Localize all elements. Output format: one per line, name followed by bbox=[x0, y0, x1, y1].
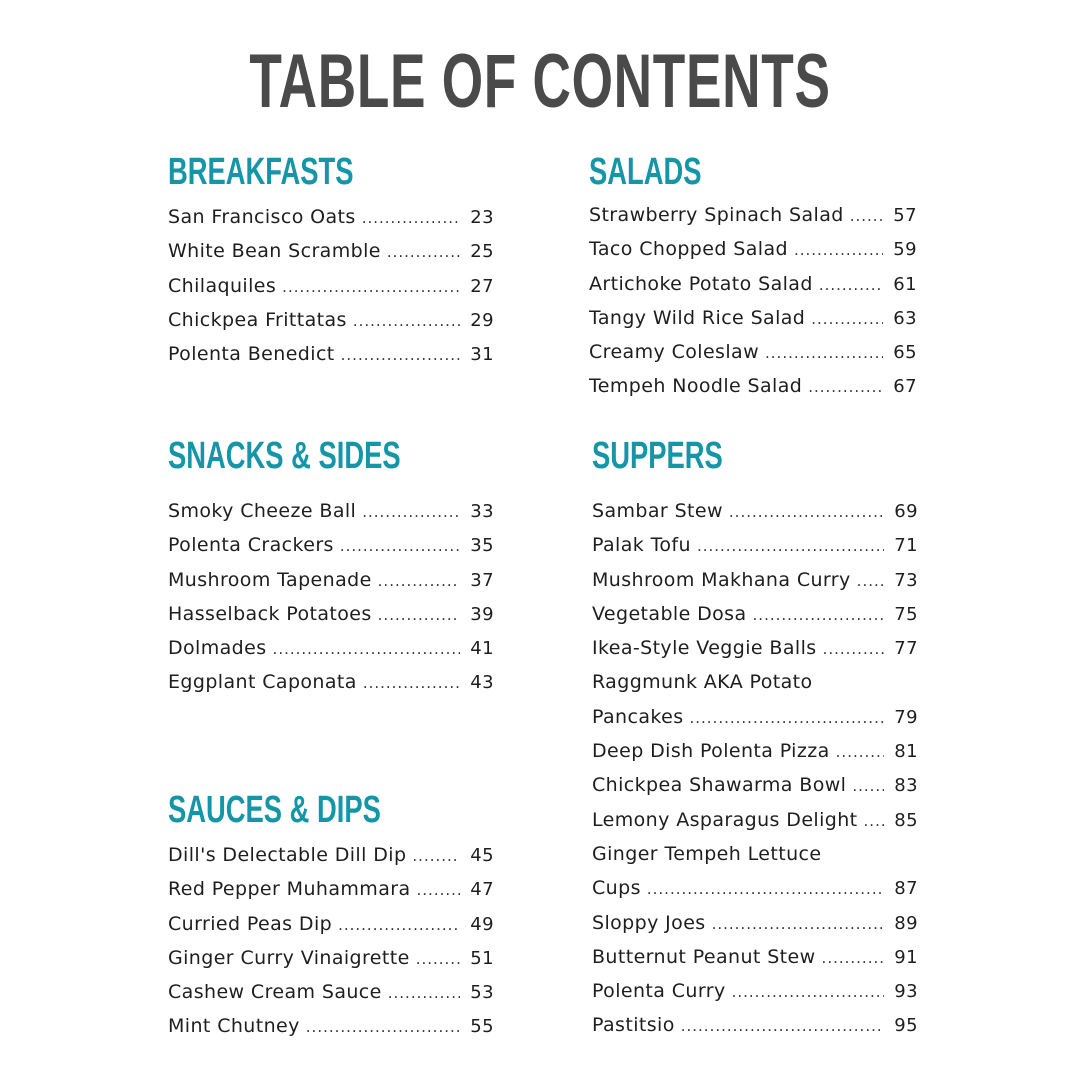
entry-title: Eggplant Caponata bbox=[168, 671, 357, 694]
entry-list bbox=[168, 494, 494, 700]
dot-leader bbox=[712, 907, 884, 940]
dot-leader bbox=[362, 495, 460, 528]
entry-list bbox=[168, 838, 494, 1044]
entry-page: 29 bbox=[470, 309, 494, 331]
dot-leader bbox=[808, 370, 883, 403]
dot-leader bbox=[836, 735, 884, 768]
entry-page: 35 bbox=[470, 535, 494, 557]
entry-title: Mint Chutney bbox=[168, 1015, 300, 1038]
toc-entry[interactable] bbox=[592, 528, 918, 562]
entry-page: 59 bbox=[893, 239, 917, 261]
entry-title: Vegetable Dosa bbox=[592, 602, 747, 625]
entry-title: Sambar Stew bbox=[592, 500, 723, 522]
dot-leader bbox=[729, 495, 884, 528]
toc-entry[interactable] bbox=[589, 335, 917, 369]
entry-page: 49 bbox=[470, 913, 494, 935]
section-suppers bbox=[592, 436, 918, 1046]
toc-entry[interactable] bbox=[592, 631, 918, 665]
section-snacks-and-sides bbox=[168, 436, 494, 706]
entry-page: 31 bbox=[470, 344, 494, 366]
dot-leader bbox=[378, 564, 460, 597]
entry-title: Dill's Delectable Dill Dip bbox=[168, 844, 407, 866]
entry-page: 69 bbox=[894, 501, 918, 522]
section-heading: SNACKS & SIDES bbox=[168, 435, 401, 477]
toc-entry[interactable] bbox=[592, 563, 918, 597]
page-title: TABLE OF CONTENTS bbox=[249, 39, 831, 124]
dot-leader bbox=[282, 270, 460, 303]
entry-page: 57 bbox=[893, 205, 917, 226]
entry-title: Pancakes bbox=[592, 705, 684, 728]
entry-list bbox=[589, 198, 917, 404]
entry-title: Creamy Coleslaw bbox=[589, 341, 760, 364]
entry-page: 33 bbox=[470, 501, 494, 522]
toc-entry[interactable] bbox=[168, 1009, 494, 1043]
dot-leader bbox=[857, 564, 884, 597]
entry-title: Artichoke Potato Salad bbox=[589, 272, 813, 295]
dot-leader bbox=[823, 632, 884, 665]
entry-page: 71 bbox=[894, 535, 918, 557]
toc-entry[interactable] bbox=[168, 563, 494, 597]
entry-page: 55 bbox=[470, 1016, 494, 1038]
toc-entry[interactable] bbox=[592, 974, 918, 1008]
toc-entry[interactable] bbox=[168, 872, 494, 906]
dot-leader bbox=[388, 976, 460, 1009]
toc-entry[interactable] bbox=[592, 768, 918, 802]
entry-page: 45 bbox=[470, 845, 494, 866]
section-heading: BREAKFASTS bbox=[168, 151, 354, 193]
dot-leader bbox=[363, 666, 460, 699]
toc-entry[interactable] bbox=[168, 200, 494, 234]
entry-page: 39 bbox=[470, 603, 494, 625]
dot-leader bbox=[819, 268, 883, 301]
dot-leader bbox=[340, 529, 460, 562]
entry-page: 95 bbox=[894, 1015, 918, 1037]
section-breakfasts bbox=[168, 152, 494, 382]
dot-leader bbox=[378, 598, 460, 631]
section-sauces-and-dips bbox=[168, 790, 494, 1050]
dot-leader bbox=[852, 769, 884, 802]
toc-entry[interactable] bbox=[592, 1008, 918, 1042]
section-heading: SAUCES & DIPS bbox=[168, 789, 381, 831]
entry-title: Sloppy Joes bbox=[592, 911, 706, 934]
entry-page: 73 bbox=[894, 569, 918, 591]
entry-title: Polenta Curry bbox=[592, 980, 726, 1003]
entry-page: 47 bbox=[470, 879, 494, 901]
toc-entry[interactable] bbox=[168, 631, 494, 665]
entry-page: 93 bbox=[894, 981, 918, 1003]
toc-entry[interactable] bbox=[168, 597, 494, 631]
dot-leader bbox=[753, 598, 884, 631]
entry-title: White Bean Scramble bbox=[168, 240, 381, 263]
toc-entry[interactable] bbox=[168, 941, 494, 975]
entry-page: 85 bbox=[894, 809, 918, 831]
dot-leader bbox=[412, 839, 460, 872]
entry-page: 87 bbox=[894, 878, 918, 900]
entry-page: 91 bbox=[894, 946, 918, 968]
entry-title: Red Pepper Muhammara bbox=[168, 878, 411, 901]
entry-page: 51 bbox=[470, 947, 494, 969]
dot-leader bbox=[416, 942, 460, 975]
entry-page: 63 bbox=[893, 307, 917, 329]
entry-page: 43 bbox=[470, 672, 494, 694]
entry-page: 27 bbox=[470, 275, 494, 297]
entry-page: 41 bbox=[470, 638, 494, 660]
entry-title: Chilaquiles bbox=[168, 274, 277, 297]
entry-page: 77 bbox=[894, 638, 918, 660]
toc-entry[interactable] bbox=[589, 301, 917, 335]
entry-page: 37 bbox=[470, 569, 494, 591]
entry-title: Strawberry Spinach Salad bbox=[589, 204, 844, 226]
dot-leader bbox=[850, 199, 883, 232]
entry-title: Mushroom Tapenade bbox=[168, 568, 372, 591]
toc-entry[interactable] bbox=[168, 269, 494, 303]
toc-entry[interactable] bbox=[168, 975, 494, 1009]
entry-title: Deep Dish Polenta Pizza bbox=[592, 740, 830, 763]
toc-entry[interactable] bbox=[589, 198, 917, 232]
entry-title: Raggmunk AKA Potato bbox=[592, 671, 813, 694]
entry-title: San Francisco Oats bbox=[168, 206, 356, 228]
entry-title: Polenta Benedict bbox=[168, 343, 335, 366]
dot-leader bbox=[387, 235, 460, 268]
toc-entry[interactable] bbox=[589, 267, 917, 301]
toc-entry[interactable] bbox=[592, 597, 918, 631]
entry-title: Tangy Wild Rice Salad bbox=[589, 306, 806, 329]
section-heading: SALADS bbox=[589, 151, 702, 193]
section-salads bbox=[589, 152, 917, 412]
dot-leader bbox=[697, 529, 884, 562]
entry-title: Polenta Crackers bbox=[168, 534, 334, 557]
toc-entry[interactable] bbox=[168, 838, 494, 872]
toc-entry-first-line[interactable] bbox=[592, 665, 918, 699]
entry-page: 65 bbox=[893, 342, 917, 364]
entry-title: Smoky Cheeze Ball bbox=[168, 500, 357, 522]
toc-entry[interactable] bbox=[592, 734, 918, 768]
entry-list bbox=[168, 200, 494, 371]
dot-leader bbox=[811, 302, 883, 335]
entry-title: Tempeh Noodle Salad bbox=[589, 375, 803, 398]
toc-entry[interactable] bbox=[592, 940, 918, 974]
section-heading: SUPPERS bbox=[592, 435, 723, 477]
dot-leader bbox=[647, 872, 884, 905]
toc-entry[interactable] bbox=[168, 907, 494, 941]
dot-leader bbox=[765, 336, 883, 369]
dot-leader bbox=[417, 873, 460, 906]
toc-entry[interactable] bbox=[168, 494, 494, 528]
dot-leader bbox=[822, 941, 884, 974]
entry-title: Taco Chopped Salad bbox=[589, 238, 788, 261]
toc-entry[interactable] bbox=[592, 871, 918, 905]
dot-leader bbox=[732, 975, 884, 1008]
toc-entry[interactable] bbox=[592, 906, 918, 940]
entry-page: 61 bbox=[893, 273, 917, 295]
toc-entry[interactable] bbox=[589, 232, 917, 266]
entry-list bbox=[592, 494, 918, 1043]
toc-entry[interactable] bbox=[168, 337, 494, 371]
entry-title: Cups bbox=[592, 877, 641, 900]
entry-title: Cashew Cream Sauce bbox=[168, 981, 382, 1004]
toc-entry[interactable] bbox=[168, 234, 494, 268]
entry-page: 75 bbox=[894, 603, 918, 625]
dot-leader bbox=[338, 908, 460, 941]
toc-entry[interactable] bbox=[592, 803, 918, 837]
dot-leader bbox=[690, 701, 885, 734]
entry-title: Hasselback Potatoes bbox=[168, 602, 372, 625]
entry-title: Ikea-Style Veggie Balls bbox=[592, 637, 817, 660]
dot-leader bbox=[362, 201, 460, 234]
entry-page: 23 bbox=[470, 207, 494, 228]
toc-entry[interactable] bbox=[592, 494, 918, 528]
toc-entry-first-line[interactable] bbox=[592, 837, 918, 871]
entry-page: 81 bbox=[894, 741, 918, 763]
dot-leader bbox=[681, 1009, 884, 1042]
dot-leader bbox=[794, 233, 883, 266]
entry-title: Curried Peas Dip bbox=[168, 912, 333, 935]
toc-entry[interactable] bbox=[168, 528, 494, 562]
entry-title: Butternut Peanut Stew bbox=[592, 945, 816, 968]
entry-title: Ginger Curry Vinaigrette bbox=[168, 946, 410, 969]
entry-page: 53 bbox=[470, 982, 494, 1004]
entry-page: 25 bbox=[470, 241, 494, 263]
toc-entry[interactable] bbox=[168, 665, 494, 699]
toc-entry[interactable] bbox=[168, 303, 494, 337]
entry-title: Lemony Asparagus Delight bbox=[592, 808, 858, 831]
entry-title: Palak Tofu bbox=[592, 534, 691, 557]
dot-leader bbox=[273, 632, 460, 665]
dot-leader bbox=[353, 304, 460, 337]
entry-title: Chickpea Shawarma Bowl bbox=[592, 774, 847, 797]
entry-page: 79 bbox=[894, 706, 918, 728]
dot-leader bbox=[306, 1010, 460, 1043]
dot-leader bbox=[341, 338, 460, 371]
entry-title: Dolmades bbox=[168, 637, 267, 660]
entry-title: Chickpea Frittatas bbox=[168, 308, 347, 331]
toc-entry[interactable] bbox=[592, 700, 918, 734]
entry-title: Pastitsio bbox=[592, 1014, 675, 1037]
dot-leader bbox=[864, 804, 884, 837]
entry-page: 83 bbox=[894, 775, 918, 797]
entry-page: 67 bbox=[893, 376, 917, 398]
toc-entry[interactable] bbox=[589, 369, 917, 403]
entry-title: Mushroom Makhana Curry bbox=[592, 568, 851, 591]
entry-title: Ginger Tempeh Lettuce bbox=[592, 842, 822, 865]
entry-page: 89 bbox=[894, 912, 918, 934]
